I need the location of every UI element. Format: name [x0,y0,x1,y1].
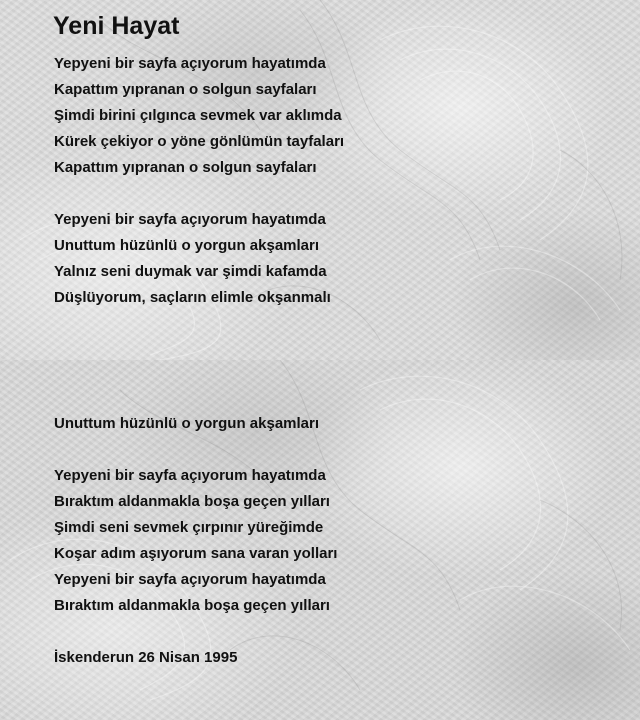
poem-line: Yalnız seni duymak var şimdi kafamda [54,263,327,280]
poem-line: Şimdi seni sevmek çırpınır yüreğimde [54,519,324,536]
poem-line: Kapattım yıpranan o solgun sayfaları [54,81,317,98]
stanza-4 [54,463,337,619]
poem-line: Düşlüyorum, saçların elimle okşanmalı [54,289,331,306]
poem-line: Koşar adım aşıyorum sana varan yolları [54,545,338,562]
poem-line: Şimdi birini çılgınca sevmek var aklımda [54,107,342,124]
poem-line: Yepyeni bir sayfa açıyorum hayatımda [54,467,326,484]
poem-line: Kürek çekiyor o yöne gönlümün tayfaları [54,133,345,150]
stanza-3 [54,411,319,437]
poem-line: Yepyeni bir sayfa açıyorum hayatımda [54,55,326,72]
stanza-2 [54,207,331,311]
poem-panel-bottom [0,360,640,720]
poem-line: Unuttum hüzünlü o yorgun akşamları [54,237,320,254]
poem-line: Yepyeni bir sayfa açıyorum hayatımda [54,571,326,588]
stanza-1 [54,51,344,181]
poem-line: Bıraktım aldanmakla boşa geçen yılları [54,597,330,614]
poem-signature: İskenderun 26 Nisan 1995 [54,649,238,666]
poem-line: Kapattım yıpranan o solgun sayfaları [54,159,317,176]
poem-title: Yeni Hayat [53,12,180,40]
poem-line: Yepyeni bir sayfa açıyorum hayatımda [54,211,326,228]
poem-line: Unuttum hüzünlü o yorgun akşamları [54,415,320,432]
poem-line: Bıraktım aldanmakla boşa geçen yılları [54,493,330,510]
